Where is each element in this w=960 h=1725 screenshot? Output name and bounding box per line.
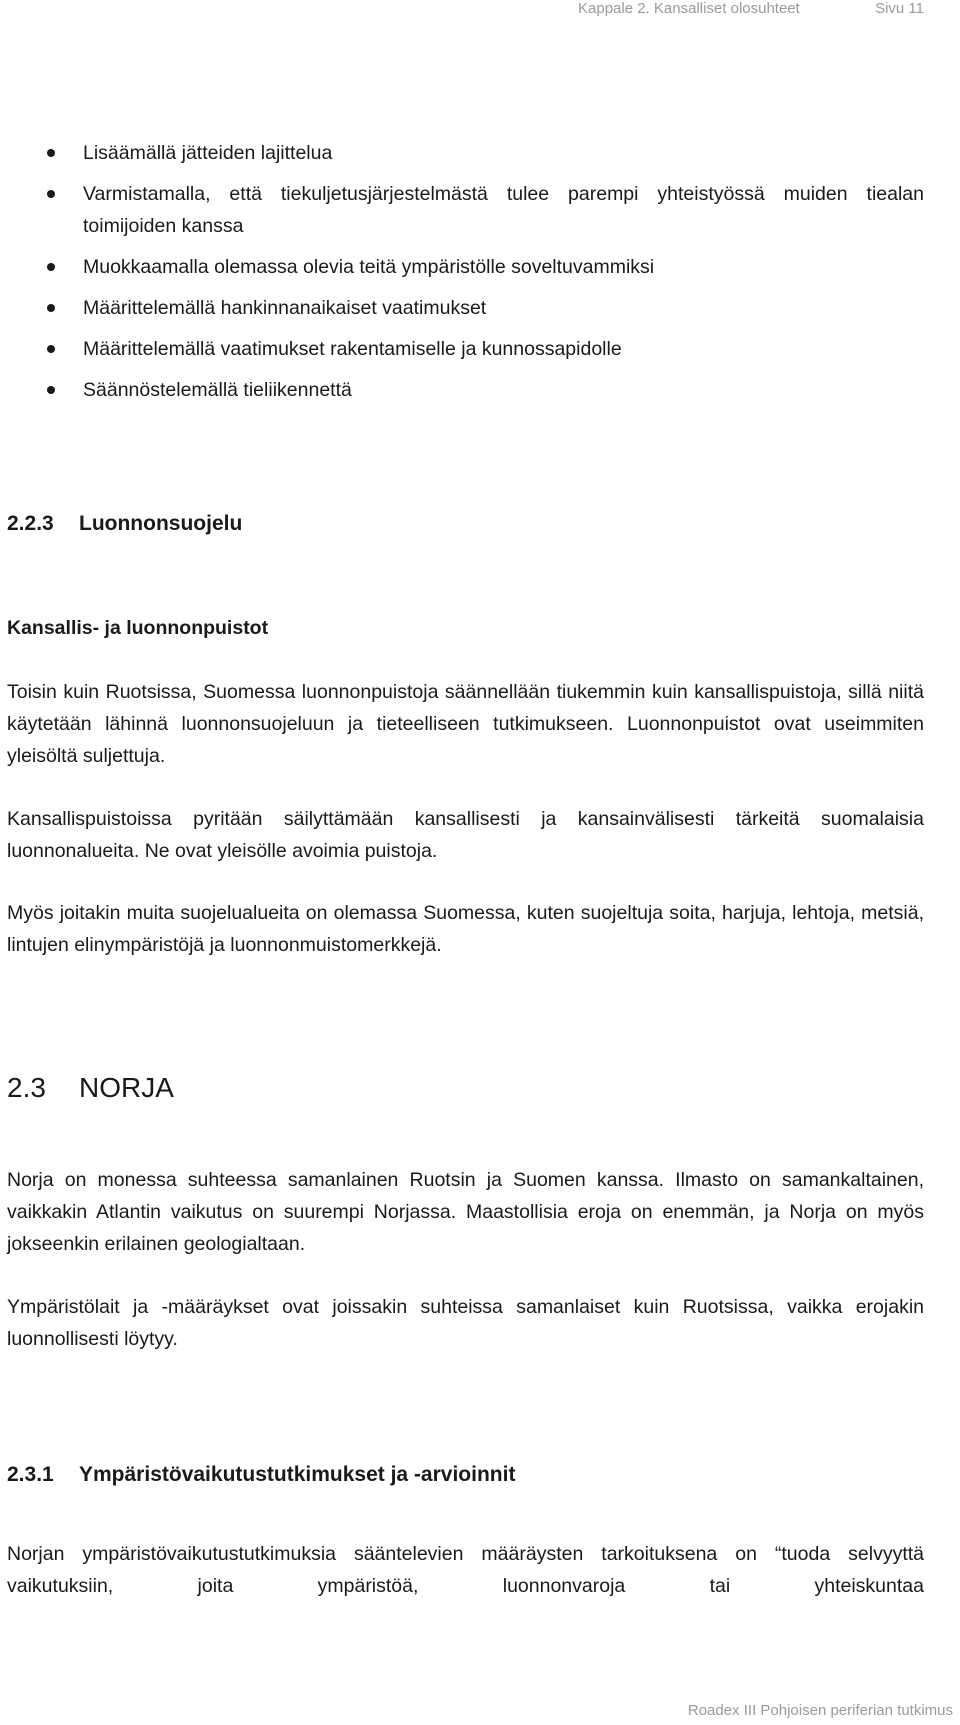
list-item: Säännöstelemällä tieliikennettä	[7, 374, 924, 406]
page-footer: Roadex III Pohjoisen periferian tutkimus	[687, 1702, 953, 1719]
paragraph: Toisin kuin Ruotsissa, Suomessa luonnonpuistoja säännellään tiukemmin kuin kansallispuistoja, sillä niitä käytetään lähinnä luonnonsuojeluun ja tieteelliseen tutkimukseen. Luonnonpuistot ovat useimmiten yleisöltä suljettuja.	[7, 681, 924, 767]
subheading-parks: Kansallis- ja luonnonpuistot	[7, 617, 269, 639]
bullet-list	[7, 137, 924, 415]
list-item: Määrittelemällä vaatimukset rakentamiselle ja kunnossapidolle	[7, 333, 924, 365]
page-header	[578, 0, 938, 18]
bullet-icon	[47, 345, 55, 353]
bullet-icon	[47, 190, 55, 198]
section-title: Luonnonsuojelu	[79, 512, 243, 535]
bullet-icon	[47, 304, 55, 312]
paragraph: Norja on monessa suhteessa samanlainen Ruotsin ja Suomen kanssa. Ilmasto on samankaltainen, vaikkakin Atlantin vaikutus on suurempi Norjassa. Maastollisia eroja on enemmän, ja Norja on myös jokseenkin erilainen geologialtaan.	[7, 1169, 924, 1255]
header-chapter: Kappale 2. Kansalliset olosuhteet	[578, 0, 800, 17]
bullet-icon	[47, 386, 55, 394]
section-number: 2.2.3	[7, 512, 54, 535]
paragraph: Norjan ympäristövaikutustutkimuksia sääntelevien määräysten tarkoituksena on “tuoda selvyyttä vaikutuksiin, joita ympäristöä, luonnonvaroja tai yhteiskuntaa	[7, 1543, 924, 1597]
section-title: NORJA	[79, 1072, 174, 1103]
bullet-icon	[47, 149, 55, 157]
section-number: 2.3.1	[7, 1463, 54, 1486]
paragraph: Myös joitakin muita suojelualueita on olemassa Suomessa, kuten suojeltuja soita, harjuja, lehtoja, metsiä, lintujen elinympäristöjä ja luonnonmuistomerkkejä.	[7, 902, 924, 956]
list-item: Lisäämällä jätteiden lajittelua	[7, 137, 924, 169]
list-item: Muokkaamalla olemassa olevia teitä ympäristölle soveltuvammiksi	[7, 251, 924, 283]
paragraph: Kansallispuistoissa pyritään säilyttämään kansallisesti ja kansainvälisesti tärkeitä suomalaisia luonnonalueita. Ne ovat yleisölle avoimia puistoja.	[7, 808, 924, 862]
section-heading-2-3	[7, 1072, 924, 1104]
list-item: Varmistamalla, että tiekuljetusjärjestelmästä tulee parempi yhteistyössä muiden tiealan toimijoiden kanssa	[7, 178, 924, 242]
section-heading-2-3-1	[7, 1463, 924, 1487]
section-heading-2-2-3	[7, 512, 924, 536]
section-number: 2.3	[7, 1072, 46, 1103]
header-page-number: Sivu 11	[875, 0, 924, 17]
list-item: Määrittelemällä hankinnanaikaiset vaatimukset	[7, 292, 924, 324]
bullet-icon	[47, 263, 55, 271]
paragraph: Ympäristölait ja -määräykset ovat joissakin suhteissa samanlaiset kuin Ruotsissa, vaikka erojakin luonnollisesti löytyy.	[7, 1296, 924, 1350]
section-title: Ympäristövaikutustutkimukset ja -arvioinnit	[79, 1463, 516, 1486]
